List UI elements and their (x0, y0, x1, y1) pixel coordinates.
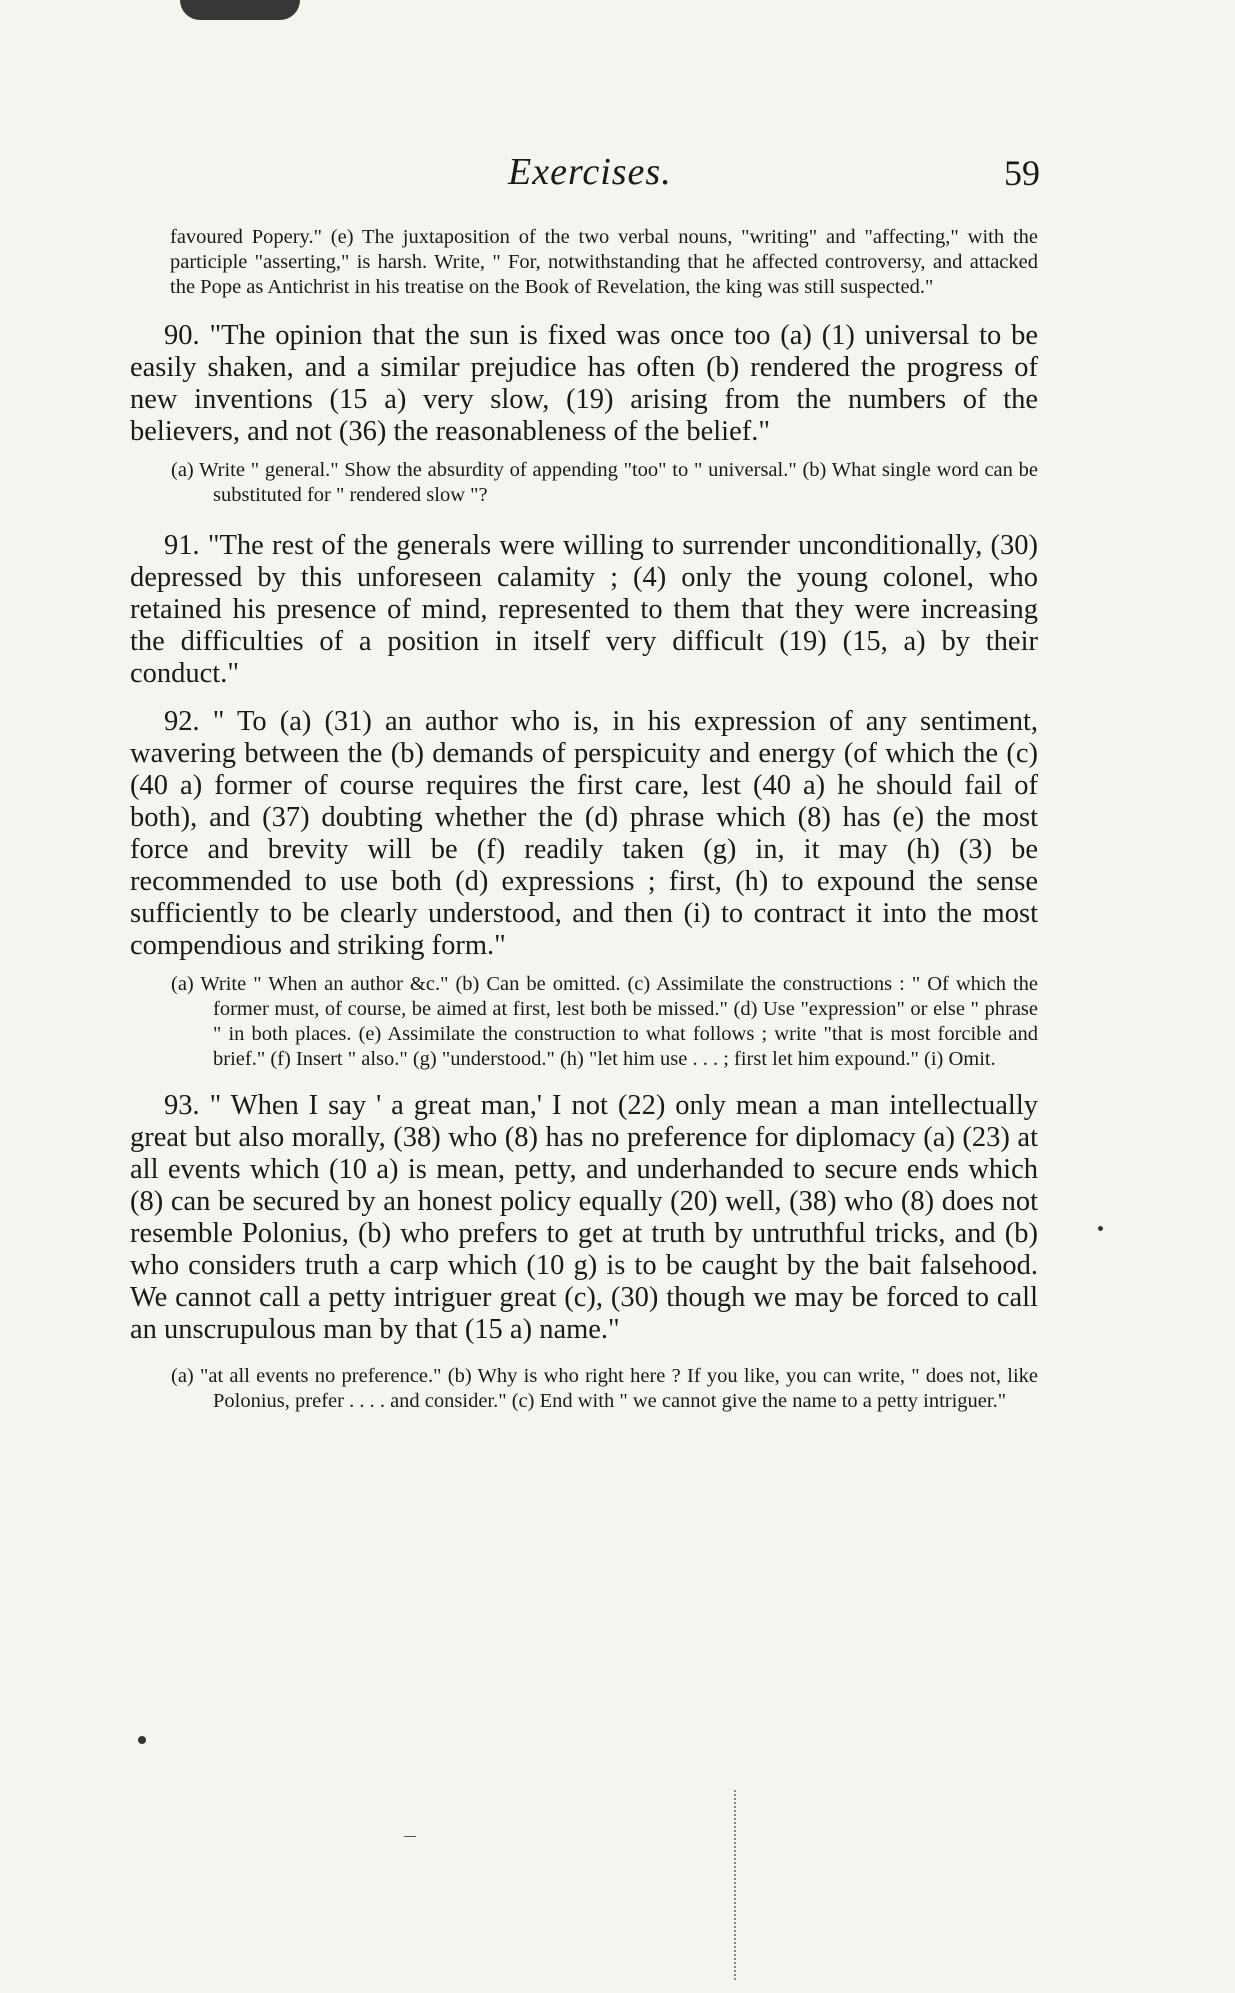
running-title: Exercises. (508, 151, 672, 193)
page-header (130, 150, 1040, 200)
ink-blot (180, 0, 300, 20)
page-body (130, 225, 1038, 1414)
exercise-92: 92. " To (a) (31) an author who is, in his expression of any sentiment, wavering between the (b) demands of perspicuity and energy (of which the (c) (40 a) former of course requires the first care, lest (40 a) he should fail of both), and (37) doubting whether the (d) phrase which (8) has (e) the most force and brevity will be (f) readily taken (g) in, it may (h) (3) be recommended to use both (d) expressions ; first, (h) to expound the sense sufficiently to be clearly understood, and then (i) to contract it into the most compendious and striking form." (130, 706, 1038, 961)
note-92: (a) Write " When an author &c." (b) Can be omitted. (c) Assimilate the constructions : " Of which the former must, of course, be aimed at first, lest both be missed." (d) Use "expression" or else " phrase " in both places. (e) Assimilate the construction to what follows ; write "that is most forcible and brief." (f) Insert " also." (g) "understood." (h) "let him use . . . ; first let him expound." (i) Omit. (171, 973, 1038, 1070)
exercise-90: 90. "The opinion that the sun is fixed was once too (a) (1) universal to be easily shaken, and a similar prejudice has often (b) rendered the progress of new inventions (15 a) very slow, (19) arising from the numbers of the believers, and not (36) the reasonableness of the belief." (130, 320, 1038, 447)
stray-mark (1098, 1226, 1103, 1231)
stray-mark (404, 1836, 416, 1837)
stray-mark (138, 1736, 146, 1744)
fold-line (734, 1790, 736, 1980)
page-number: 59 (1004, 153, 1040, 193)
exercise-93: 93. " When I say ' a great man,' I not (22) only mean a man intellectually great but also morally, (38) who (8) has no preference for diplomacy (a) (23) at all events which (10 a) is mean, petty, and underhanded to secure ends which (8) can be secured by an honest policy equally (20) well, (38) who (8) does not resemble Polonius, (b) who prefers to get at truth by untruthful tricks, and (b) who considers truth a carp which (10 g) is to be caught by the bait falsehood. We cannot call a petty intriguer great (c), (30) though we may be forced to call an unscrupulous man by that (15 a) name." (130, 1090, 1038, 1345)
exercise-91: 91. "The rest of the generals were willing to surrender unconditionally, (30) depressed by this unforeseen calamity ; (4) only the young colonel, who retained his presence of mind, represented to them that they were increasing the difficulties of a position in itself very difficult (19) (15, a) by their conduct." (130, 530, 1038, 689)
note-90: (a) Write " general." Show the absurdity of appending "too" to " universal." (b) What single word can be substituted for " rendered slow "? (171, 459, 1038, 506)
note-93: (a) "at all events no preference." (b) Why is who right here ? If you like, you can write, " does not, like Polonius, prefer . . . . and consider." (c) End with " we cannot give the name to a petty intriguer." (171, 1365, 1038, 1412)
note-89-continuation: favoured Popery." (e) The juxtaposition of the two verbal nouns, "writing" and "affecting," with the participle "asserting," is harsh. Write, " For, notwithstanding that he affected controversy, and attacked the Pope as Antichrist in his treatise on the Book of Revelation, the king was still suspected." (170, 226, 1038, 298)
